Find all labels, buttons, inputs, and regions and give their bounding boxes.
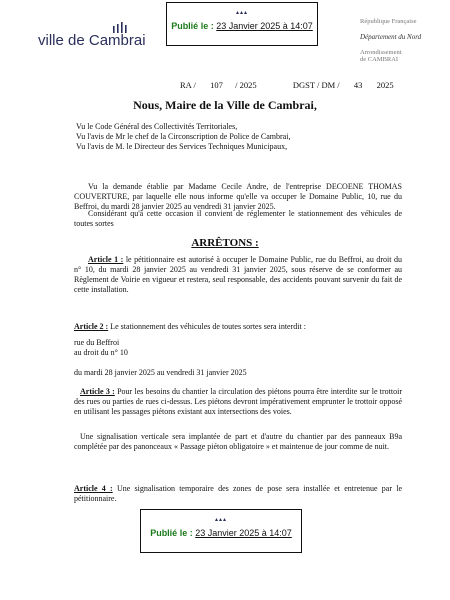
ra-label: RA / bbox=[180, 80, 196, 90]
dgst-number: 43 bbox=[353, 80, 363, 90]
stamp-bottom-label: Publié le : bbox=[150, 528, 193, 538]
article-4 bbox=[74, 484, 402, 504]
stamp-label: Publié le : bbox=[171, 21, 214, 31]
vu-item-1: Vu le Code Général des Collectivités Territoriales, bbox=[76, 122, 238, 131]
demande-paragraph bbox=[74, 182, 402, 212]
article-3-label: Article 3 : bbox=[80, 387, 115, 396]
article-3-text-2: Une signalisation verticale sera implantée de part et d'autre du chantier par des panneaux B9a complétée par des panonceaux « Passage piéton obligatoire » et maintenue de jour comme de nuit. bbox=[74, 432, 402, 451]
article-2-number: au droit du n° 10 bbox=[74, 348, 128, 357]
article-1-text: le pétitionnaire est autorisé à occuper le Domaine Public, rue du Beffroi, au droit du n° 10, du mardi 28 janvier 2025 au vendredi 31 janvier 2025, sous réserve de se conformer au Règlement de Voirie en vigueur et restera, seul responsable, des accidents pouvant survenir du fait de cette installation. bbox=[74, 255, 403, 294]
article-2-period: du mardi 28 janvier 2025 au vendredi 31 janvier 2025 bbox=[74, 368, 247, 377]
logo-emblem-icon bbox=[110, 20, 130, 32]
publication-stamp-bottom bbox=[140, 509, 302, 553]
article-3 bbox=[74, 387, 402, 417]
article-2 bbox=[74, 322, 402, 332]
vu-item-3: Vu l'avis de M. le Directeur des Services Techniques Municipaux, bbox=[76, 142, 288, 151]
header-line-1: République Française bbox=[360, 18, 417, 25]
article-2-text: Le stationnement des véhicules de toutes sortes sera interdit : bbox=[108, 322, 306, 331]
considerant-paragraph bbox=[74, 209, 402, 229]
publication-stamp-top bbox=[166, 2, 318, 46]
stamp-bottom-logo-icon: ▴▴▴ bbox=[214, 517, 228, 523]
ra-number: 107 bbox=[210, 80, 223, 90]
dgst-year: 2025 bbox=[376, 80, 394, 90]
article-4-label: Article 4 : bbox=[74, 484, 113, 493]
ra-year: / 2025 bbox=[235, 80, 257, 90]
article-4-text: Une signalisation temporaire des zones de pose sera installée et entretenue par le pétitionnaire. bbox=[74, 484, 403, 503]
demande-text: Vu la demande établie par Madame Cecile Andre, de l'entreprise DECOENE THOMAS COUVERTURE, par laquelle elle nous informe qu'elle va occuper le Domaine Public, 10, rue du Beffroi, du mardi 28 janvier 2025 au vendredi 31 janvier 2025. bbox=[74, 182, 402, 211]
reference-line bbox=[180, 80, 440, 90]
article-3-text: Pour les besoins du chantier la circulation des piétons pourra être interdite sur le trottoir des rues ou parties de rues ci-dessus. Les piétons devront impérativement emprunter le trottoir opposé en utilisant les passages piétons existant aux intersections des voies. bbox=[74, 387, 403, 416]
dgst-label: DGST / DM / bbox=[292, 80, 340, 90]
considerant-text: Considérant qu'à cette occasion il convient de réglementer le stationnement des véhicules de toutes sortes bbox=[74, 209, 402, 228]
vu-list bbox=[76, 122, 436, 152]
article-1 bbox=[74, 255, 402, 295]
header-republic bbox=[360, 18, 450, 63]
city-logo bbox=[38, 20, 158, 50]
article-1-label: Article 1 : bbox=[88, 255, 124, 264]
article-2-street: rue du Beffroi bbox=[74, 338, 120, 347]
header-line-3: Arrondissement bbox=[360, 49, 402, 56]
stamp-date: 23 Janvier 2025 à 14:07 bbox=[216, 21, 313, 31]
stamp-bottom-date: 23 Janvier 2025 à 14:07 bbox=[195, 528, 292, 538]
page-title: Nous, Maire de la Ville de Cambrai, bbox=[133, 98, 317, 112]
article-2-label: Article 2 : bbox=[74, 322, 109, 331]
article-3-signalisation bbox=[74, 432, 402, 452]
arretons-heading: ARRÊTONS : bbox=[191, 237, 259, 249]
header-line-2: Département du Nord bbox=[360, 33, 422, 41]
header-line-4: de CAMBRAI bbox=[360, 56, 399, 63]
vu-item-2: Vu l'avis de Mr le chef de la Circonscription de Police de Cambrai, bbox=[76, 132, 291, 141]
stamp-logo-icon: ▴▴▴ bbox=[235, 10, 249, 16]
logo-text: ville de Cambrai bbox=[38, 32, 146, 49]
